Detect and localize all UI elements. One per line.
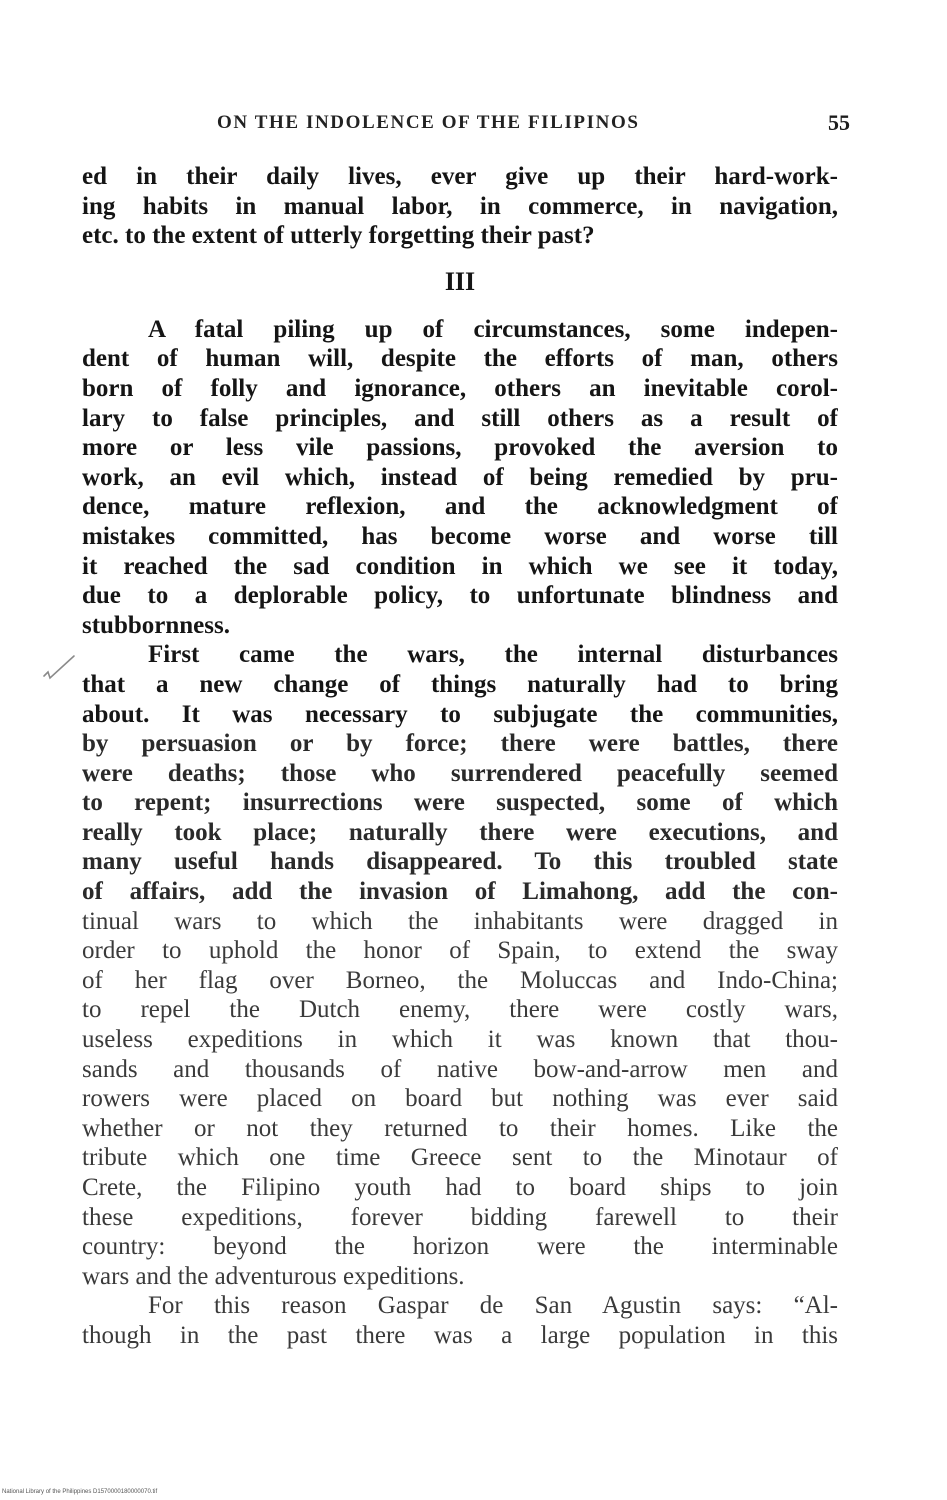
text-line: wars and the adventurous expeditions. (82, 1262, 465, 1290)
text-line: First came the wars, the internal disturbances (148, 641, 838, 669)
text-line: about. It was necessary to subjugate the communities, (82, 700, 838, 728)
text-line: due to a deplorable policy, to unfortunate blindness and (82, 582, 838, 610)
text-line: Crete, the Filipino youth had to board ships to join (82, 1174, 838, 1201)
text-line: For this reason Gaspar de San Agustin says: “Al- (148, 1292, 838, 1320)
text-line: more or less vile passions, provoked the aversion to (82, 434, 838, 462)
text-line: that a new change of things naturally had to bring (82, 670, 838, 698)
text-line: whether or not they returned to their homes. Like the (82, 1114, 838, 1142)
text-line: though in the past there was a large population in this (82, 1321, 838, 1349)
text-line: these expeditions, forever bidding farewell to their (82, 1203, 838, 1231)
text-line: born of folly and ignorance, others an inevitable corol- (82, 374, 838, 402)
text-line: A fatal piling up of circumstances, some indepen- (148, 315, 838, 343)
text-line: stubbornness. (82, 611, 230, 639)
text-line: many useful hands disappeared. To this troubled state (82, 848, 838, 876)
text-line: rowers were placed on board but nothing was ever said (82, 1085, 838, 1113)
page-number: 55 (828, 110, 850, 135)
text-line: it reached the sad condition in which we see it today, (82, 552, 838, 580)
text-line: work, an evil which, instead of being remedied by pru- (82, 463, 838, 491)
text-line: tribute which one time Greece sent to the Minotaur of (82, 1144, 838, 1172)
text-line: by persuasion or by force; there were battles, there (82, 730, 838, 758)
body-text (82, 162, 838, 1351)
text-line: sands and thousands of native bow-and-arrow men and (82, 1055, 838, 1083)
text-line: to repel the Dutch enemy, there were costly wars, (82, 996, 838, 1024)
text-line: dent of human will, despite the efforts of man, others (82, 345, 838, 373)
running-head-title: ON THE INDOLENCE OF THE FILIPINOS (217, 112, 640, 133)
text-line: really took place; naturally there were executions, and (82, 818, 838, 846)
text-line: dence, mature reflexion, and the acknowledgment of (82, 493, 838, 521)
scan-credit: National Library of the Philippines D1570000180000070.tif (2, 1489, 158, 1495)
text-line: to repent; insurrections were suspected, some of which (82, 789, 838, 817)
text-line: lary to false principles, and still others as a result of (82, 404, 838, 432)
running-head (82, 112, 850, 142)
text-line: ing habits in manual labor, in commerce, in navigation, (82, 192, 838, 220)
text-line: useless expeditions in which it was known that thou- (82, 1026, 838, 1054)
section-heading: III (444, 266, 476, 296)
text-line: of her flag over Borneo, the Moluccas and Indo-China; (82, 966, 838, 994)
text-line: mistakes committed, has become worse and worse till (82, 522, 838, 550)
text-line: ed in their daily lives, ever give up their hard-work- (82, 163, 838, 190)
text-line: country: beyond the horizon were the interminable (82, 1233, 838, 1261)
text-line: etc. to the extent of utterly forgetting their past? (82, 222, 595, 250)
text-line: of affairs, add the invasion of Limahong, add the con- (82, 878, 838, 906)
text-line: order to uphold the honor of Spain, to extend the sway (82, 937, 838, 965)
text-line: were deaths; those who surrendered peacefully seemed (82, 759, 838, 787)
text-line: tinual wars to which the inhabitants were dragged in (82, 907, 838, 935)
